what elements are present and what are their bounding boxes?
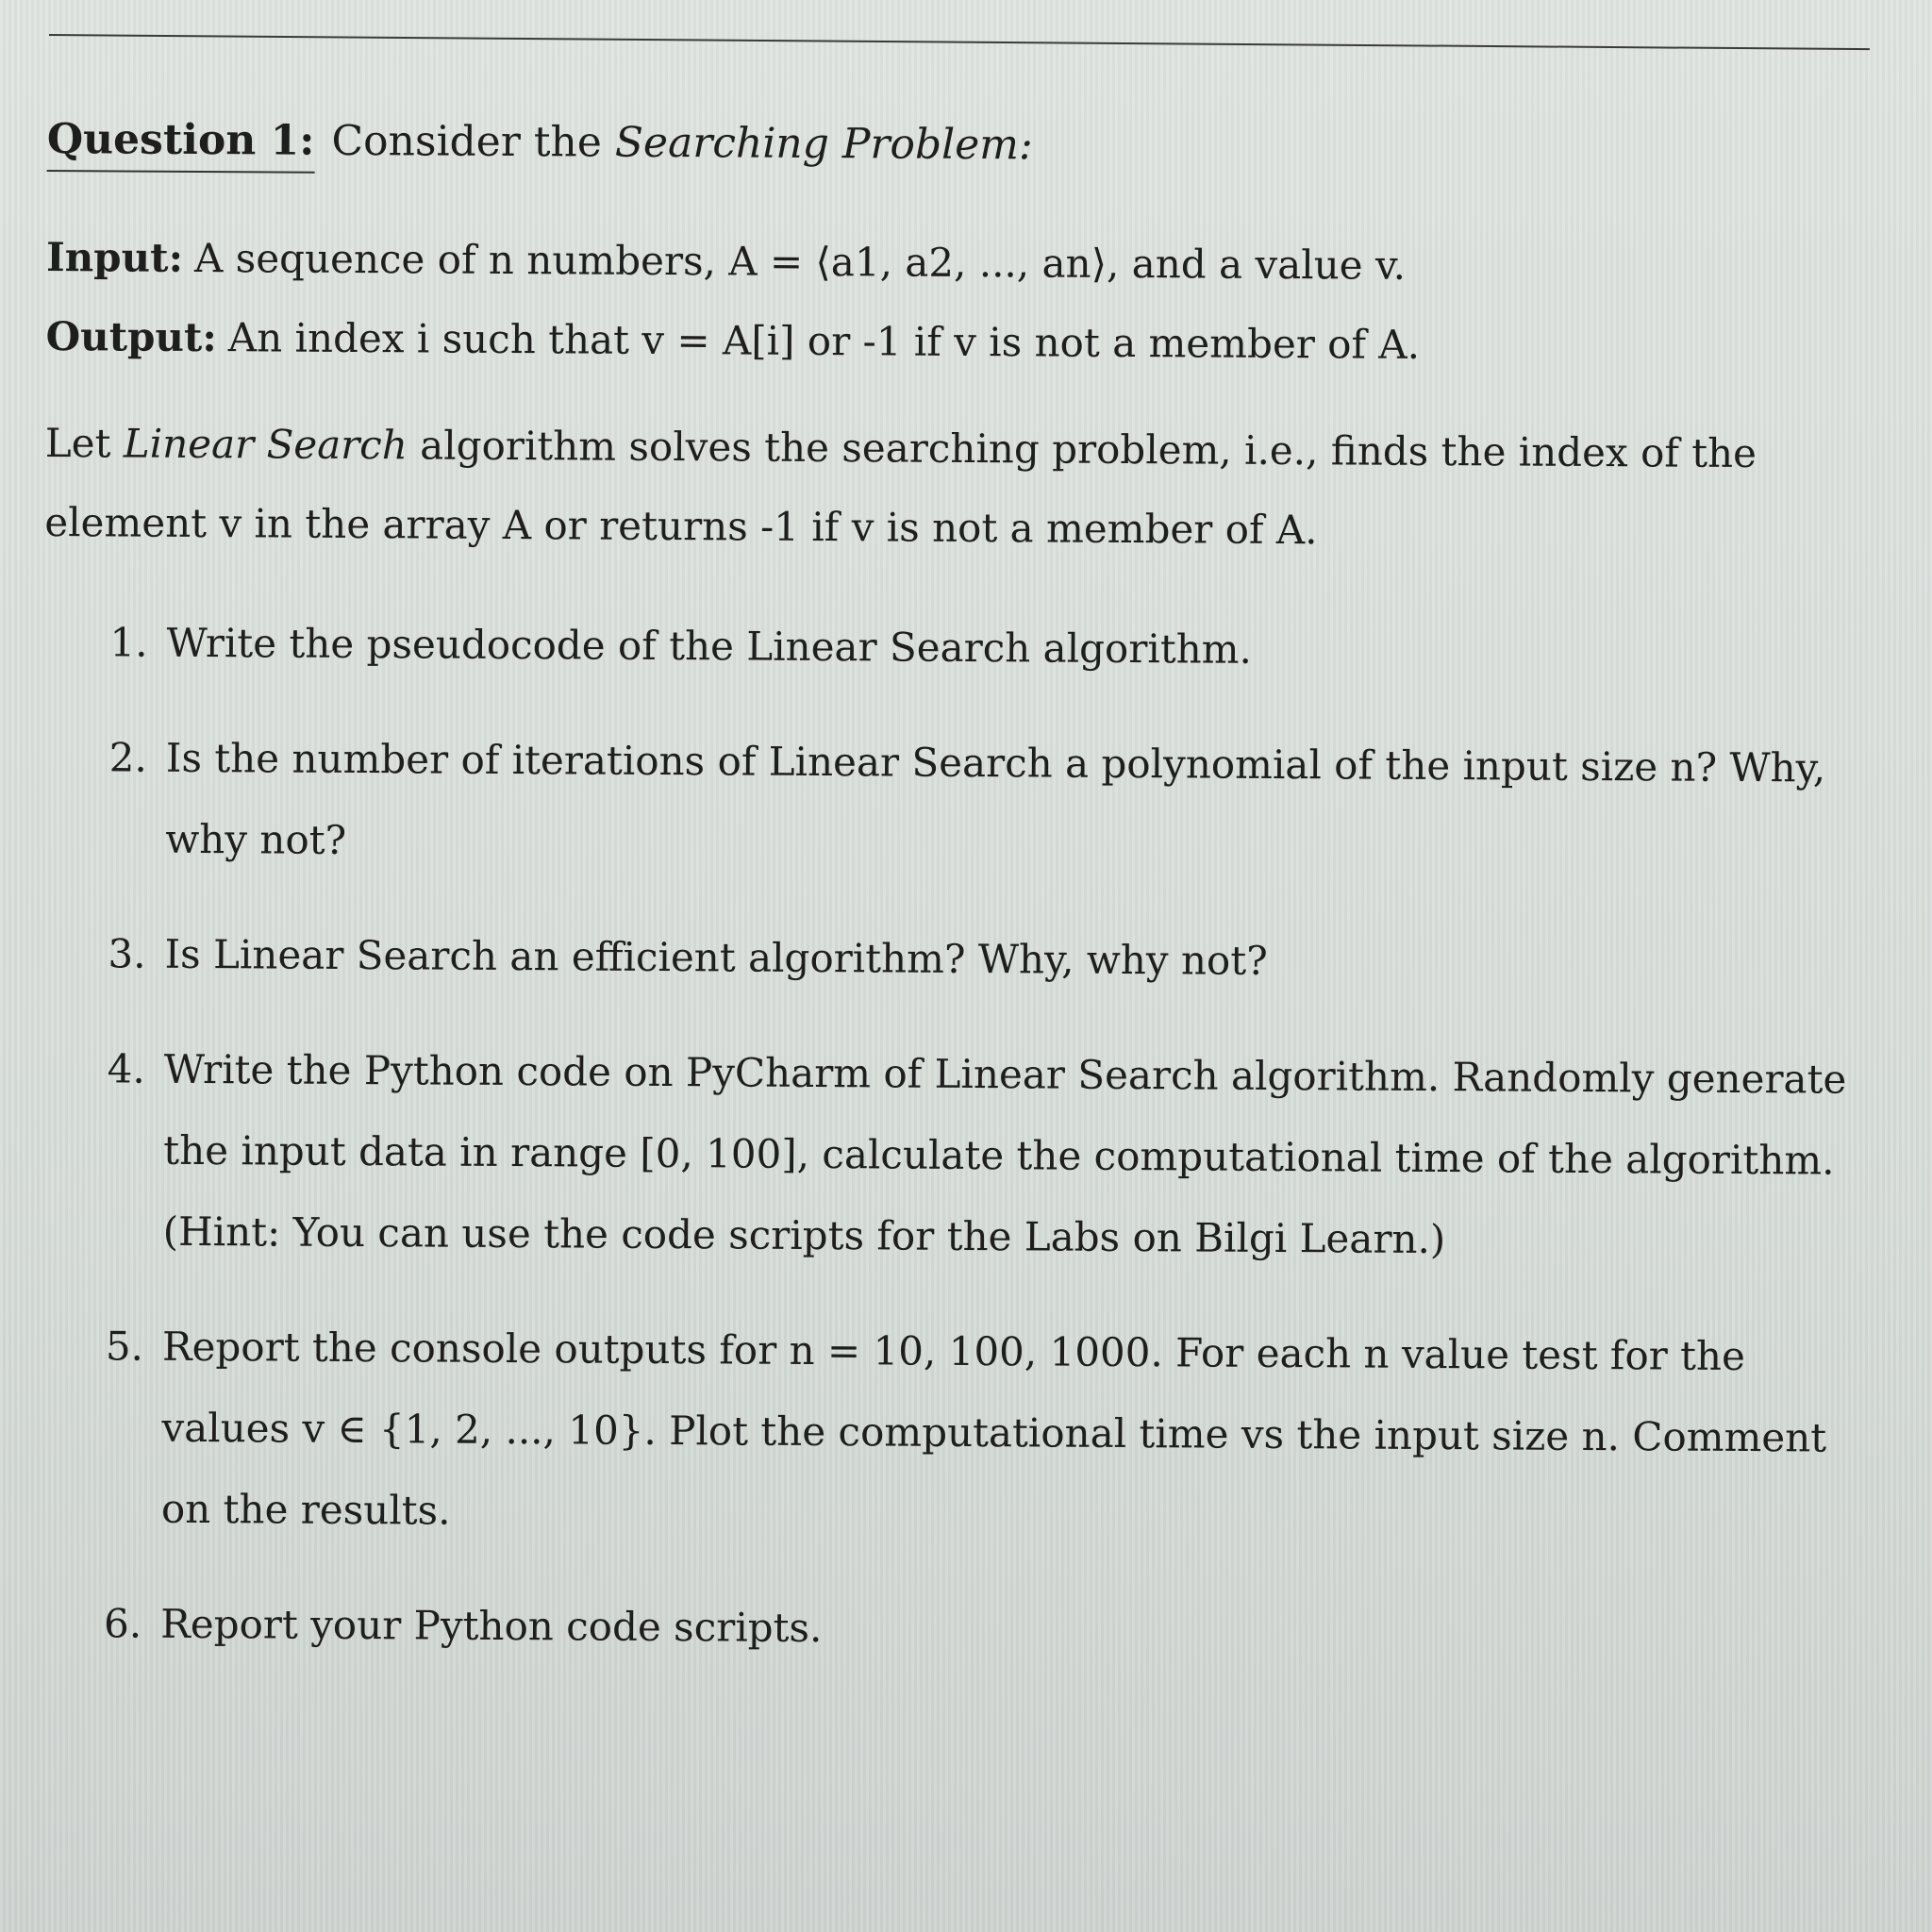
item-number: 5. (105, 1323, 144, 1370)
item-number: 1. (109, 619, 148, 666)
item-text: Write the Python code on PyCharm of Linear Search algorithm. Randomly generate the input data in range [0, 100], calculate the computational time of the algorithm. (Hint: You can use the code scripts for the Labs on Bilgi Learn.) (162, 1045, 1847, 1263)
item-number: 2. (108, 734, 147, 781)
list-item (42, 717, 1864, 891)
item-text: Write the pseudocode of the Linear Search algorithm. (166, 619, 1253, 673)
description-rest: algorithm solves the searching problem, i.e., finds the index of the element v in the array A or returns -1 if v is not a member of A. (44, 422, 1757, 554)
item-text: Is Linear Search an efficient algorithm? Why, why not? (164, 930, 1268, 984)
item-number: 3. (108, 930, 146, 977)
question-problem-name: Searching Problem: (614, 118, 1033, 170)
output-label: Output: (45, 312, 218, 361)
item-text: Report your Python code scripts. (160, 1600, 823, 1652)
list-item (42, 913, 1862, 1006)
item-text: Report the console outputs for n = 10, 100, 1000. For each n value test for the values v ∈ {1, 2, ..., 10}. Plot the computational time vs the input size n. Comment on the results. (160, 1323, 1827, 1534)
output-text: An index i such that v = A[i] or -1 if v is not a member of A. (227, 314, 1421, 368)
item-text: Is the number of iterations of Linear Search a polynomial of the input size n? Why, why not? (165, 734, 1826, 863)
input-line (46, 230, 1867, 296)
list-item (38, 1583, 1858, 1675)
list-item (40, 1028, 1862, 1283)
question-sheet (38, 111, 1868, 1709)
question-heading (47, 111, 1868, 183)
output-line (45, 309, 1866, 375)
description-paragraph (44, 404, 1866, 574)
input-text: A sequence of n numbers, A = ⟨a1, a2, ..., an⟩, and a value v. (193, 234, 1407, 289)
question-label: Question 1: (47, 111, 315, 174)
description-algorithm-name: Linear Search (123, 420, 408, 469)
item-number: 6. (103, 1600, 142, 1647)
top-rule (49, 34, 1870, 50)
input-label: Input: (45, 233, 184, 281)
task-list (38, 602, 1865, 1675)
list-item (39, 1306, 1861, 1560)
description-lead: Let (44, 419, 124, 467)
question-intro: Consider the (331, 116, 616, 167)
problem-definition (45, 230, 1867, 375)
list-item (43, 602, 1864, 694)
item-number: 4. (107, 1045, 145, 1092)
